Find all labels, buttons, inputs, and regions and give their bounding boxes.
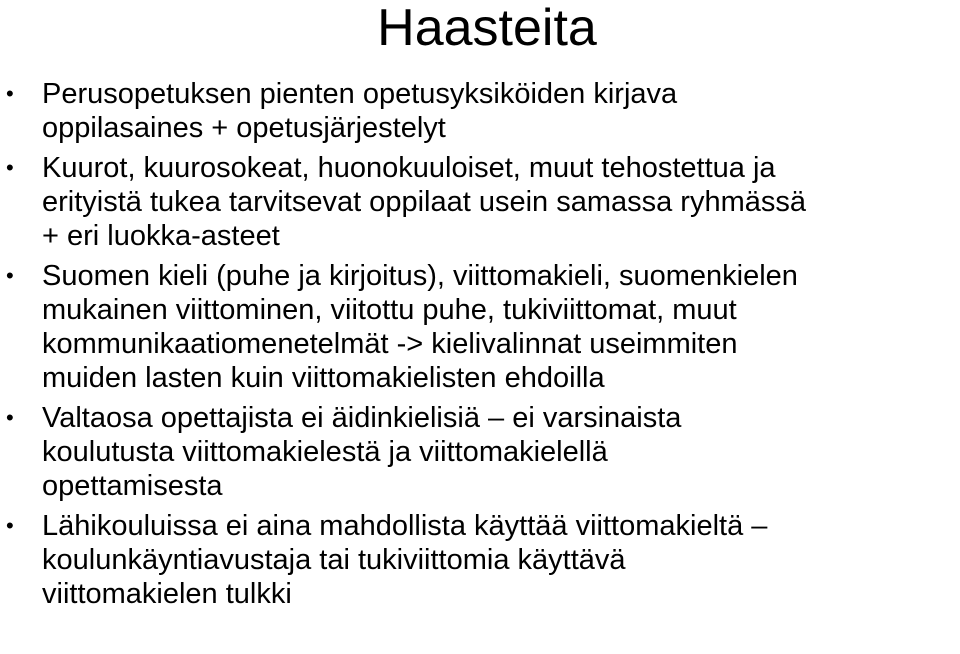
bullet-line: erityistä tukea tarvitsevat oppilaat usein samassa ryhmässä bbox=[42, 186, 807, 218]
bullet-line: koulutusta viittomakielestä ja viittomakielellä bbox=[42, 436, 608, 468]
bullet-dot-icon: • bbox=[6, 405, 14, 430]
bullet-line: Kuurot, kuurosokeat, huonokuuloiset, muut tehostettua ja bbox=[42, 152, 776, 184]
bullet-line: oppilasaines + opetusjärjestelyt bbox=[42, 112, 446, 144]
bullet-dot-icon: • bbox=[6, 513, 14, 538]
bullet-line: Perusopetuksen pienten opetusyksiköiden kirjava bbox=[42, 78, 678, 110]
bullet-item bbox=[0, 151, 960, 253]
bullet-dot-icon: • bbox=[6, 81, 14, 106]
bullet-list bbox=[0, 77, 960, 617]
bullet-line: muiden lasten kuin viittomakielisten ehdoilla bbox=[42, 362, 605, 394]
bullet-dot-icon: • bbox=[6, 263, 14, 288]
bullet-line: kommunikaatiomenetelmät -> kielivalinnat useimmiten bbox=[42, 328, 738, 360]
bullet-line: + eri luokka-asteet bbox=[42, 220, 280, 252]
bullet-line: Suomen kieli (puhe ja kirjoitus), viittomakieli, suomenkielen bbox=[42, 260, 798, 292]
bullet-line: opettamisesta bbox=[42, 470, 223, 502]
bullet-line: mukainen viittominen, viitottu puhe, tukiviittomat, muut bbox=[42, 294, 737, 326]
bullet-dot-icon: • bbox=[6, 155, 14, 180]
bullet-item bbox=[0, 259, 960, 395]
slide-title: Haasteita bbox=[377, 0, 597, 57]
bullet-item bbox=[0, 401, 960, 503]
bullet-line: viittomakielen tulkki bbox=[42, 578, 292, 610]
bullet-item bbox=[0, 77, 960, 145]
bullet-line: Valtaosa opettajista ei äidinkielisiä – ei varsinaista bbox=[42, 402, 682, 434]
bullet-line: koulunkäyntiavustaja tai tukiviittomia käyttävä bbox=[42, 544, 626, 576]
bullet-line: Lähikouluissa ei aina mahdollista käyttää viittomakieltä – bbox=[42, 510, 768, 542]
bullet-item bbox=[0, 509, 960, 611]
